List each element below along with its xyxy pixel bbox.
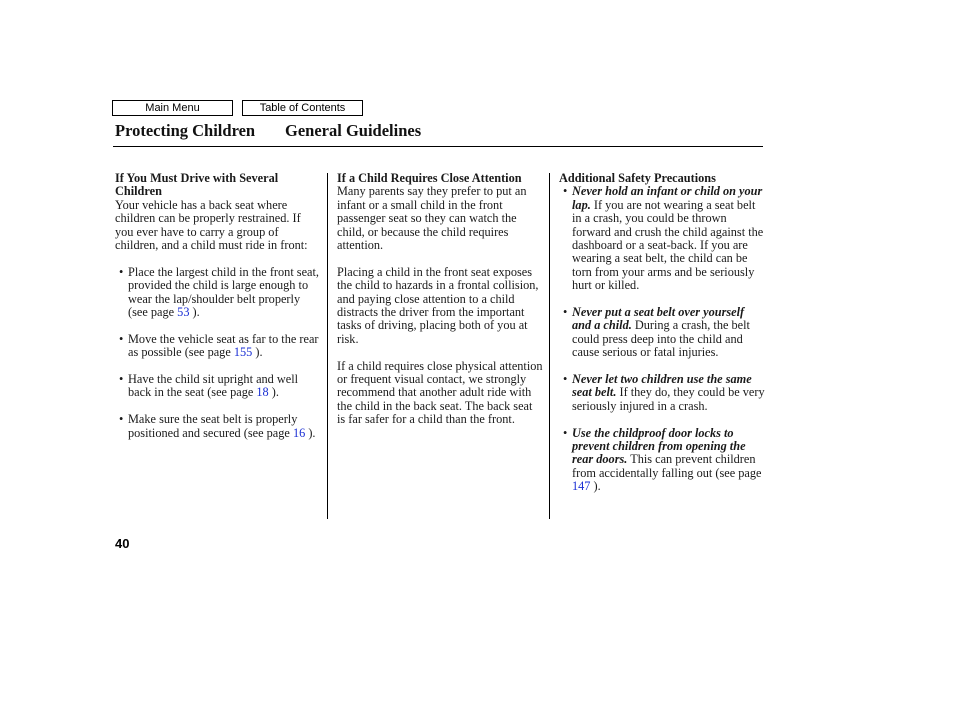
page-link[interactable]: 53	[177, 305, 190, 320]
bullet: •	[563, 305, 568, 320]
list-item	[115, 413, 321, 440]
column-divider	[549, 173, 550, 519]
paragraph: If a child requires close physical attention or frequent visual contact, we strongly recommend that another adult ride with the child in the back seat. The back seat is far safer for a child than the front.	[337, 358, 543, 427]
list-item	[115, 333, 321, 360]
bullet-text-end: ).	[271, 385, 279, 400]
header-divider	[113, 146, 763, 147]
bullet-text-end: ).	[308, 425, 316, 440]
main-menu-button[interactable]: Main Menu	[112, 100, 233, 116]
list-item	[559, 306, 765, 360]
section-heading: Additional Safety Precautions	[559, 171, 716, 185]
table-of-contents-button[interactable]: Table of Contents	[242, 100, 363, 116]
warning-lead: Never hold an infant or child on your lap.	[572, 184, 763, 212]
bullet-text: If they do, they could be very seriously injured in a crash.	[572, 385, 765, 413]
column-several-children	[115, 172, 321, 440]
paragraph: Your vehicle has a back seat where children can be properly restrained. If you ever have to carry a group of children, and a child must ride in front:	[115, 197, 308, 253]
column-divider	[327, 173, 328, 519]
bullet-text-end: ).	[593, 479, 601, 494]
bullet-text-end: ).	[192, 305, 200, 320]
paragraph: Many parents say they prefer to put an infant or a small child in the front passenger seat so they can watch the child, or because the child requires attention.	[337, 184, 527, 253]
topic-title: General Guidelines	[285, 121, 422, 140]
bullet: •	[563, 184, 568, 199]
page-number: 40	[115, 536, 130, 551]
page-link[interactable]: 18	[256, 385, 269, 400]
warning-lead: Use the childproof door locks to prevent children from opening the rear doors.	[572, 425, 746, 467]
list-item	[559, 427, 765, 494]
bullet-text: Place the largest child in the front seat, provided the child is large enough to wear the lap/shoulder belt properly (see page	[128, 264, 319, 320]
bullet-text: Have the child sit upright and well back in the seat (see page	[128, 372, 299, 400]
bullet-text: Make sure the seat belt is properly positioned and secured (see page	[128, 412, 298, 440]
bullet-text: This can prevent children from accidentally falling out (see page	[572, 452, 762, 480]
bullet: •	[119, 372, 124, 387]
bullet: •	[563, 425, 568, 440]
page-header	[115, 121, 422, 141]
bullet-text: If you are not wearing a seat belt in a crash, you could be thrown forward and crush the child against the dashboard or a seat-back. If you are wearing a seat belt, the child can be torn from your arms and be seriously hurt or killed.	[572, 197, 764, 293]
list-item	[115, 266, 321, 320]
bullet-text: During a crash, the belt could press deep into the child and cause serious or fatal injuries.	[572, 318, 750, 360]
paragraph: Placing a child in the front seat exposes the child to hazards in a frontal collision, and paying close attention to a child distracts the driver from the important tasks of driving, placing both of you at risk.	[337, 264, 539, 346]
bullet-text-end: ).	[255, 345, 263, 360]
warning-lead: Never let two children use the same seat belt.	[572, 372, 752, 400]
bullet: •	[119, 264, 124, 279]
column-close-attention	[337, 172, 543, 427]
section-title: Protecting Children	[115, 121, 256, 140]
bullet: •	[563, 372, 568, 387]
column-safety-precautions	[559, 172, 765, 494]
page-link[interactable]: 155	[233, 345, 253, 360]
bullet-text: Move the vehicle seat as far to the rear as possible (see page	[128, 331, 319, 360]
section-heading: If a Child Requires Close Attention	[337, 171, 522, 185]
bullet: •	[119, 331, 124, 346]
list-item	[559, 185, 765, 292]
warning-lead: Never put a seat belt over yourself and a child.	[572, 305, 745, 333]
page-link[interactable]: 147	[572, 479, 591, 494]
section-heading: If You Must Drive with Several Children	[115, 171, 279, 199]
page-link[interactable]: 16	[292, 425, 306, 440]
bullet: •	[119, 412, 124, 427]
list-item	[115, 373, 321, 400]
list-item	[559, 373, 765, 413]
